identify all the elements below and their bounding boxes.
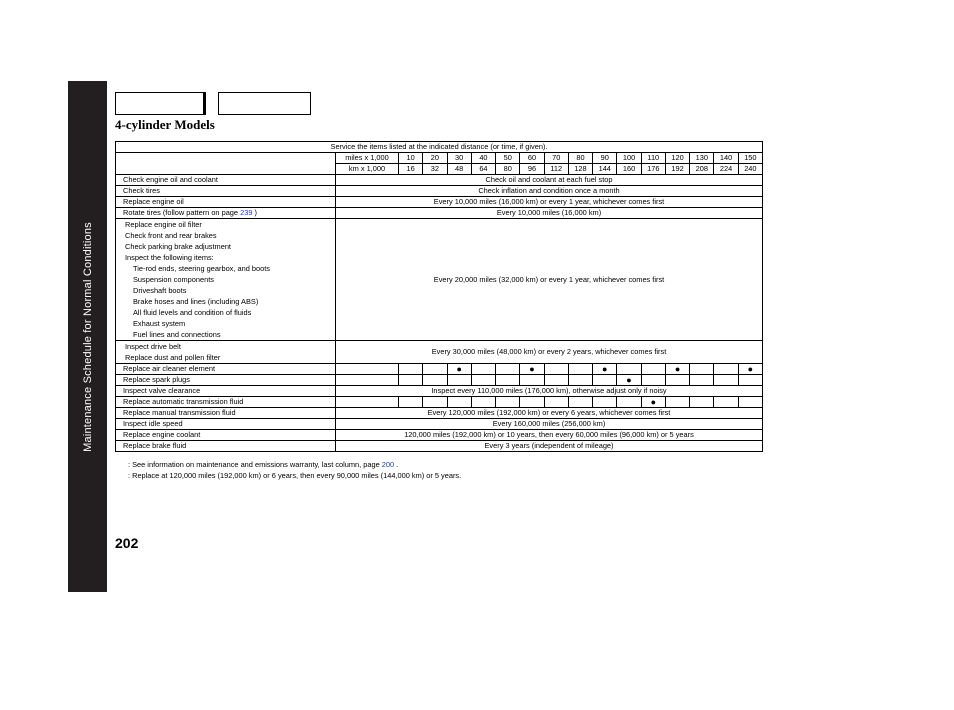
page-239-link[interactable]: 239 (240, 208, 253, 217)
blank-cell (520, 375, 544, 386)
blank-cell (544, 397, 568, 408)
miles-cell: 40 (471, 153, 495, 164)
interval-cell: Every 160,000 miles (256,000 km) (336, 419, 763, 430)
blank-cell (336, 397, 399, 408)
blank-cell (714, 397, 738, 408)
item-cell: Replace automatic transmission fluid (116, 397, 336, 408)
km-cell: 128 (568, 164, 592, 175)
service-dot: ● (738, 364, 762, 375)
table-row (116, 386, 763, 397)
rotate-close: ) (254, 208, 257, 217)
item-list-cell (116, 219, 336, 341)
header-box-left (115, 92, 206, 115)
km-cell: 16 (399, 164, 423, 175)
blank-cell (520, 397, 544, 408)
blank-cell (568, 375, 592, 386)
list-item: Check front and rear brakes (125, 231, 217, 240)
km-cell: 224 (714, 164, 738, 175)
table-row (116, 341, 763, 364)
table-row (116, 364, 763, 375)
item-cell: Inspect idle speed (116, 419, 336, 430)
service-dot: ● (665, 364, 689, 375)
interval-cell: Check oil and coolant at each fuel stop (336, 175, 763, 186)
rotate-label: Rotate tires (follow pattern on page (123, 208, 239, 217)
blank-cell (116, 153, 336, 175)
interval-cell: Every 30,000 miles (48,000 km) or every 2 years, whichever comes first (336, 341, 763, 364)
footnote-coolant: : Replace at 120,000 miles (192,000 km) or 6 years, then every 90,000 miles (144,000 km) or 5 years. (128, 471, 462, 480)
blank-cell (496, 397, 520, 408)
miles-cell: 80 (568, 153, 592, 164)
item-cell: Replace spark plugs (116, 375, 336, 386)
interval-cell: Every 20,000 miles (32,000 km) or every 1 year, whichever comes first (336, 219, 763, 341)
blank-cell (399, 364, 423, 375)
maintenance-schedule-table (115, 141, 763, 452)
table-row (116, 142, 763, 153)
km-cell: 80 (496, 164, 520, 175)
table-row (116, 408, 763, 419)
blank-cell (423, 375, 447, 386)
table-row (116, 441, 763, 452)
km-cell: 64 (471, 164, 495, 175)
blank-cell (568, 397, 592, 408)
blank-cell (399, 397, 423, 408)
blank-cell (423, 397, 447, 408)
list-item: Replace dust and pollen filter (125, 353, 221, 362)
item-cell: Replace engine coolant (116, 430, 336, 441)
blank-cell (617, 397, 641, 408)
blank-cell (617, 364, 641, 375)
miles-cell: 100 (617, 153, 641, 164)
item-list-cell (116, 341, 336, 364)
header-box-right (218, 92, 311, 115)
interval-cell: Every 10,000 miles (16,000 km) or every 1 year, whichever comes first (336, 197, 763, 208)
footnote-warranty (128, 460, 398, 469)
item-cell: Check tires (116, 186, 336, 197)
km-cell: 240 (738, 164, 762, 175)
table-row (116, 175, 763, 186)
page-200-link[interactable]: 200 (381, 460, 395, 469)
item-cell (116, 208, 336, 219)
miles-cell: 10 (399, 153, 423, 164)
item-cell: Replace manual transmission fluid (116, 408, 336, 419)
blank-cell (714, 364, 738, 375)
blank-cell (665, 375, 689, 386)
list-item: Check parking brake adjustment (125, 242, 231, 251)
km-cell: 96 (520, 164, 544, 175)
item-cell: Replace brake fluid (116, 441, 336, 452)
list-item: Brake hoses and lines (including ABS) (133, 297, 259, 306)
interval-cell: Every 120,000 miles (192,000 km) or every 6 years, whichever comes first (336, 408, 763, 419)
list-item: Inspect the following items: (125, 253, 214, 262)
interval-cell: Inspect every 110,000 miles (176,000 km), otherwise adjust only if noisy (336, 386, 763, 397)
interval-cell: Every 10,000 miles (16,000 km) (336, 208, 763, 219)
item-cell: Check engine oil and coolant (116, 175, 336, 186)
km-label: km x 1,000 (336, 164, 399, 175)
blank-cell (690, 364, 714, 375)
service-dot: ● (520, 364, 544, 375)
table-header: Service the items listed at the indicated distance (or time, if given). (116, 142, 763, 153)
item-cell: Replace engine oil (116, 197, 336, 208)
blank-cell (399, 375, 423, 386)
blank-cell (738, 375, 762, 386)
blank-cell (738, 397, 762, 408)
km-cell: 144 (593, 164, 617, 175)
list-item: Tie-rod ends, steering gearbox, and boots (133, 264, 270, 273)
km-cell: 192 (665, 164, 689, 175)
service-dot: ● (593, 364, 617, 375)
section-title: 4-cylinder Models (115, 117, 215, 132)
miles-cell: 150 (738, 153, 762, 164)
blank-cell (423, 364, 447, 375)
km-cell: 48 (447, 164, 471, 175)
km-cell: 32 (423, 164, 447, 175)
miles-cell: 110 (641, 153, 665, 164)
miles-cell: 120 (665, 153, 689, 164)
blank-cell (544, 364, 568, 375)
blank-cell (690, 397, 714, 408)
page-number: 202 (115, 535, 139, 551)
table-row (116, 219, 763, 341)
list-item: All fluid levels and condition of fluids (133, 308, 252, 317)
miles-cell: 70 (544, 153, 568, 164)
blank-cell (665, 397, 689, 408)
list-item: Suspension components (133, 275, 214, 284)
interval-cell: Every 3 years (independent of mileage) (336, 441, 763, 452)
blank-cell (641, 375, 665, 386)
miles-row (116, 153, 763, 164)
list-item: Fuel lines and connections (133, 330, 221, 339)
blank-cell (568, 364, 592, 375)
miles-label: miles x 1,000 (336, 153, 399, 164)
km-cell: 112 (544, 164, 568, 175)
table-row (116, 430, 763, 441)
table-row (116, 397, 763, 408)
footnote-end: . (396, 460, 399, 469)
list-item: Inspect drive belt (125, 342, 181, 351)
blank-cell (447, 375, 471, 386)
miles-cell: 50 (496, 153, 520, 164)
blank-cell (714, 375, 738, 386)
km-cell: 208 (690, 164, 714, 175)
blank-cell (593, 397, 617, 408)
list-item: Exhaust system (133, 319, 186, 328)
table-row (116, 419, 763, 430)
km-cell: 160 (617, 164, 641, 175)
list-item: Driveshaft boots (133, 286, 187, 295)
miles-cell: 60 (520, 153, 544, 164)
side-tab-title: Maintenance Schedule for Normal Conditions (81, 221, 94, 452)
blank-cell (496, 364, 520, 375)
blank-cell (641, 364, 665, 375)
table-row (116, 375, 763, 386)
list-item: Replace engine oil filter (125, 220, 202, 229)
service-dot: ● (641, 397, 665, 408)
item-cell: Inspect valve clearance (116, 386, 336, 397)
item-cell: Replace air cleaner element (116, 364, 336, 375)
blank-cell (471, 364, 495, 375)
interval-cell: Check inflation and condition once a month (336, 186, 763, 197)
blank-cell (336, 375, 399, 386)
blank-cell (447, 397, 471, 408)
blank-cell (471, 375, 495, 386)
blank-cell (496, 375, 520, 386)
service-dot: ● (447, 364, 471, 375)
footnote-text: : See information on maintenance and emissions warranty, last column, page (128, 460, 380, 469)
miles-cell: 130 (690, 153, 714, 164)
km-cell: 176 (641, 164, 665, 175)
miles-cell: 20 (423, 153, 447, 164)
table-row (116, 208, 763, 219)
miles-cell: 140 (714, 153, 738, 164)
blank-cell (690, 375, 714, 386)
blank-cell (336, 364, 399, 375)
miles-cell: 90 (593, 153, 617, 164)
blank-cell (471, 397, 495, 408)
miles-cell: 30 (447, 153, 471, 164)
blank-cell (593, 375, 617, 386)
table-row (116, 186, 763, 197)
service-dot: ● (617, 375, 641, 386)
section-side-tab (68, 81, 107, 592)
table-row (116, 197, 763, 208)
interval-cell: 120,000 miles (192,000 km) or 10 years, then every 60,000 miles (96,000 km) or 5 years (336, 430, 763, 441)
blank-cell (544, 375, 568, 386)
